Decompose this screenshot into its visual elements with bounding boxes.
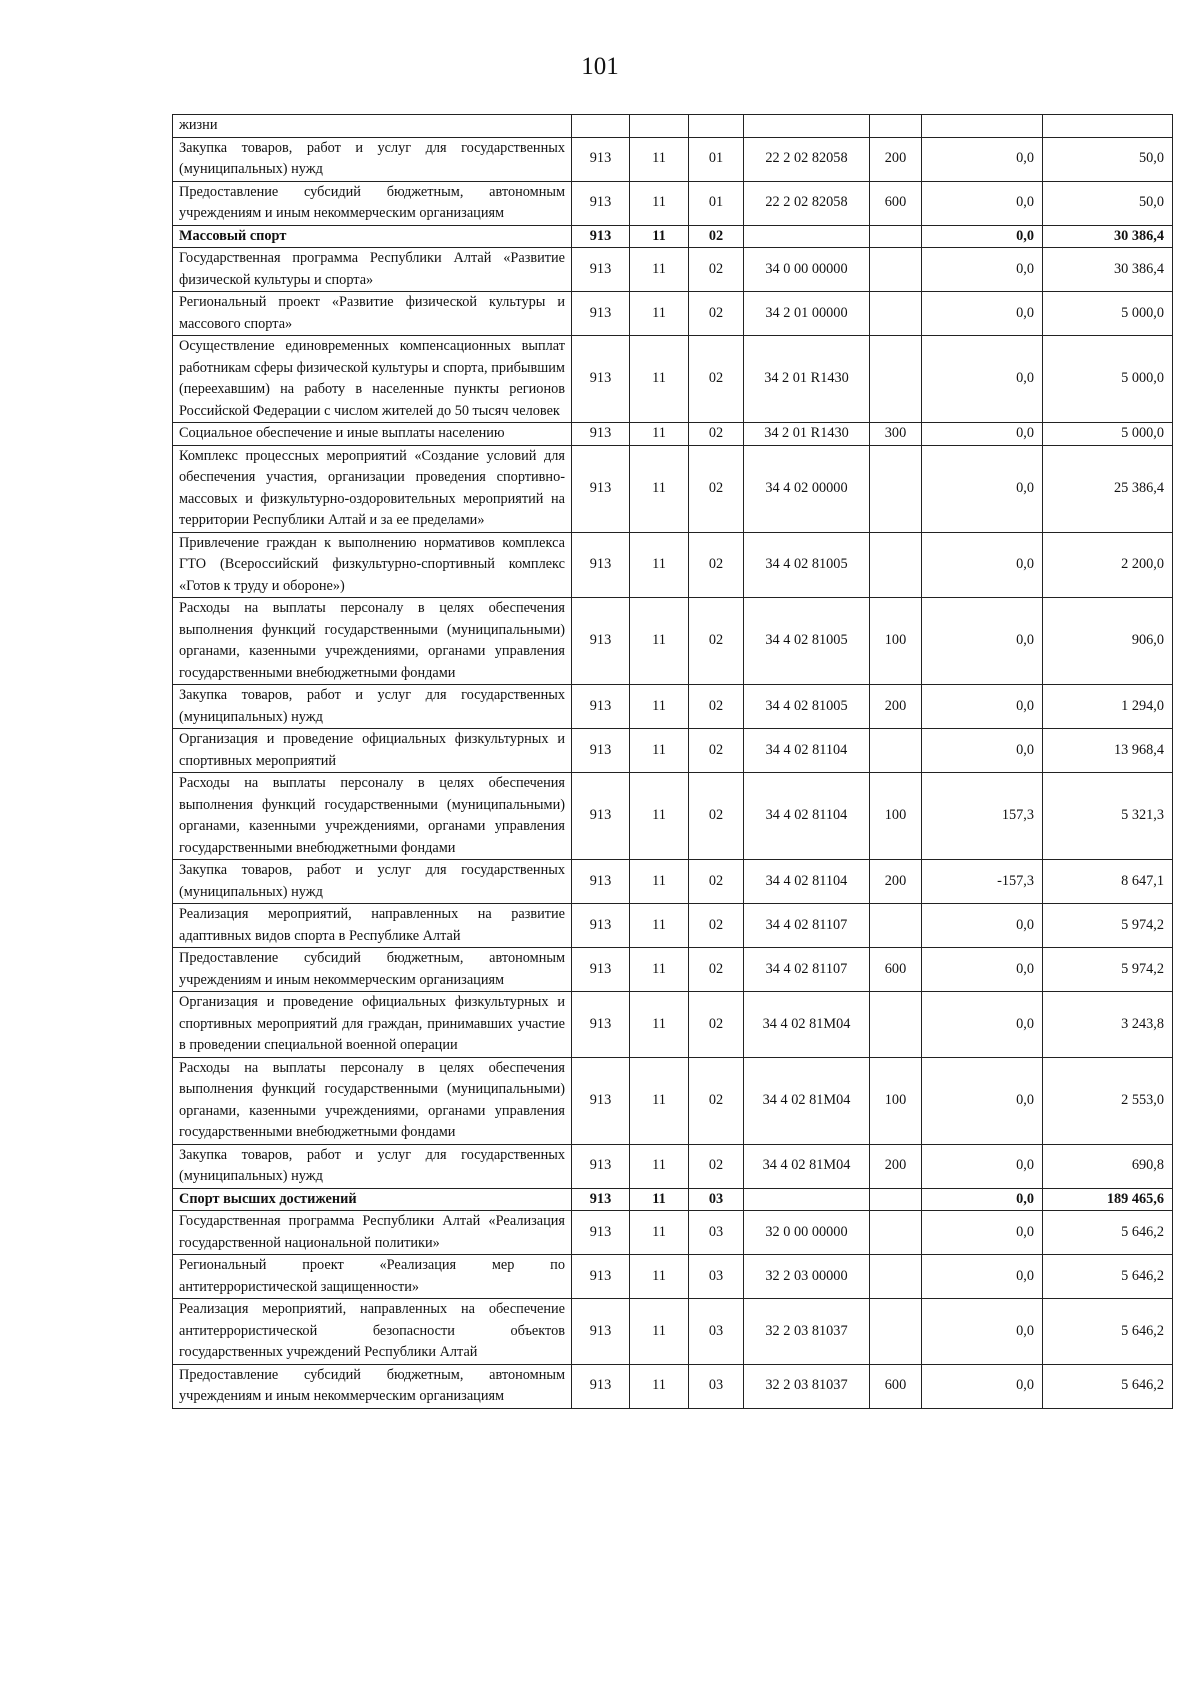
cell-amount-total: 13 968,4 <box>1043 729 1173 773</box>
cell-grbs: 913 <box>572 598 630 685</box>
cell-name: Предоставление субсидий бюджетным, автономным учреждениям и иным некоммерческим организациям <box>173 181 572 225</box>
cell-expense-type: 600 <box>870 948 922 992</box>
cell-target-article: 34 0 00 00000 <box>744 248 870 292</box>
table-row <box>173 729 1173 773</box>
cell-name: Спорт высших достижений <box>173 1188 572 1211</box>
cell-subsection: 02 <box>689 598 744 685</box>
cell-name: жизни <box>173 115 572 138</box>
cell-section: 11 <box>630 1211 689 1255</box>
cell-amount-total <box>1043 115 1173 138</box>
cell-amount-change: 157,3 <box>922 773 1043 860</box>
cell-expense-type <box>870 292 922 336</box>
cell-amount-total: 5 646,2 <box>1043 1255 1173 1299</box>
cell-name: Региональный проект «Реализация мер по антитеррористической защищенности» <box>173 1255 572 1299</box>
cell-expense-type <box>870 115 922 138</box>
cell-name: Расходы на выплаты персоналу в целях обеспечения выполнения функций государственными (муниципальными) органами, казенными учреждениями, органами управления государственными внебюджетными фондами <box>173 598 572 685</box>
cell-expense-type: 100 <box>870 1057 922 1144</box>
cell-amount-change: 0,0 <box>922 685 1043 729</box>
cell-amount-total: 30 386,4 <box>1043 225 1173 248</box>
cell-expense-type: 600 <box>870 1364 922 1408</box>
cell-target-article: 34 4 02 81005 <box>744 598 870 685</box>
cell-target-article: 34 2 01 00000 <box>744 292 870 336</box>
cell-name: Региональный проект «Развитие физической культуры и массового спорта» <box>173 292 572 336</box>
cell-amount-change: 0,0 <box>922 948 1043 992</box>
table-row <box>173 1299 1173 1365</box>
cell-name: Закупка товаров, работ и услуг для государственных (муниципальных) нужд <box>173 1144 572 1188</box>
table-row <box>173 115 1173 138</box>
table-row <box>173 948 1173 992</box>
cell-subsection: 02 <box>689 773 744 860</box>
table-row <box>173 685 1173 729</box>
cell-name: Предоставление субсидий бюджетным, автономным учреждениям и иным некоммерческим организациям <box>173 948 572 992</box>
cell-amount-total: 1 294,0 <box>1043 685 1173 729</box>
cell-target-article <box>744 225 870 248</box>
cell-amount-total: 5 974,2 <box>1043 948 1173 992</box>
cell-amount-total: 3 243,8 <box>1043 992 1173 1058</box>
cell-amount-change: 0,0 <box>922 225 1043 248</box>
cell-amount-total: 50,0 <box>1043 181 1173 225</box>
cell-expense-type <box>870 1188 922 1211</box>
cell-section: 11 <box>630 137 689 181</box>
page-number: 101 <box>581 53 619 80</box>
cell-section: 11 <box>630 685 689 729</box>
cell-target-article: 32 2 03 81037 <box>744 1364 870 1408</box>
cell-subsection: 02 <box>689 729 744 773</box>
cell-grbs: 913 <box>572 1299 630 1365</box>
cell-amount-total: 690,8 <box>1043 1144 1173 1188</box>
cell-target-article: 34 4 02 81005 <box>744 532 870 598</box>
cell-section: 11 <box>630 292 689 336</box>
cell-amount-change: 0,0 <box>922 992 1043 1058</box>
cell-grbs: 913 <box>572 292 630 336</box>
table-row <box>173 992 1173 1058</box>
cell-amount-change: 0,0 <box>922 1188 1043 1211</box>
cell-expense-type <box>870 445 922 532</box>
table-row <box>173 532 1173 598</box>
cell-section: 11 <box>630 225 689 248</box>
cell-section: 11 <box>630 1255 689 1299</box>
cell-subsection: 02 <box>689 532 744 598</box>
cell-expense-type <box>870 992 922 1058</box>
cell-amount-change: 0,0 <box>922 423 1043 446</box>
cell-target-article: 34 4 02 00000 <box>744 445 870 532</box>
cell-name: Закупка товаров, работ и услуг для государственных (муниципальных) нужд <box>173 685 572 729</box>
cell-amount-total: 50,0 <box>1043 137 1173 181</box>
cell-amount-change: 0,0 <box>922 1364 1043 1408</box>
cell-subsection: 01 <box>689 137 744 181</box>
cell-grbs: 913 <box>572 729 630 773</box>
cell-grbs: 913 <box>572 336 630 423</box>
cell-subsection: 02 <box>689 1057 744 1144</box>
table-row <box>173 292 1173 336</box>
cell-section: 11 <box>630 598 689 685</box>
table-row <box>173 860 1173 904</box>
table-row <box>173 1255 1173 1299</box>
cell-target-article: 34 4 02 81М04 <box>744 992 870 1058</box>
cell-name: Расходы на выплаты персоналу в целях обеспечения выполнения функций государственными (муниципальными) органами, казенными учреждениями, органами управления государственными внебюджетными фондами <box>173 773 572 860</box>
table-row <box>173 181 1173 225</box>
cell-subsection: 03 <box>689 1364 744 1408</box>
cell-name: Предоставление субсидий бюджетным, автономным учреждениям и иным некоммерческим организациям <box>173 1364 572 1408</box>
cell-section: 11 <box>630 992 689 1058</box>
cell-subsection: 02 <box>689 992 744 1058</box>
cell-section: 11 <box>630 423 689 446</box>
cell-amount-total: 5 646,2 <box>1043 1299 1173 1365</box>
budget-table-body <box>173 115 1173 1409</box>
cell-amount-total: 5 646,2 <box>1043 1364 1173 1408</box>
cell-expense-type <box>870 729 922 773</box>
cell-amount-total: 189 465,6 <box>1043 1188 1173 1211</box>
cell-subsection: 02 <box>689 423 744 446</box>
cell-amount-change: 0,0 <box>922 445 1043 532</box>
cell-name: Закупка товаров, работ и услуг для государственных (муниципальных) нужд <box>173 137 572 181</box>
cell-grbs: 913 <box>572 1255 630 1299</box>
cell-target-article: 34 2 01 R1430 <box>744 423 870 446</box>
cell-expense-type <box>870 336 922 423</box>
cell-target-article: 34 4 02 81104 <box>744 860 870 904</box>
cell-grbs: 913 <box>572 992 630 1058</box>
cell-amount-change: -157,3 <box>922 860 1043 904</box>
cell-target-article: 32 2 03 00000 <box>744 1255 870 1299</box>
cell-amount-total: 5 000,0 <box>1043 336 1173 423</box>
cell-expense-type <box>870 1299 922 1365</box>
cell-subsection: 02 <box>689 860 744 904</box>
table-row <box>173 137 1173 181</box>
cell-subsection: 02 <box>689 904 744 948</box>
cell-target-article: 34 4 02 81104 <box>744 729 870 773</box>
cell-subsection <box>689 115 744 138</box>
table-row <box>173 248 1173 292</box>
cell-grbs: 913 <box>572 445 630 532</box>
cell-target-article: 34 4 02 81107 <box>744 904 870 948</box>
cell-target-article: 34 4 02 81М04 <box>744 1057 870 1144</box>
cell-grbs: 913 <box>572 1364 630 1408</box>
cell-section: 11 <box>630 773 689 860</box>
cell-grbs <box>572 115 630 138</box>
cell-amount-change: 0,0 <box>922 1144 1043 1188</box>
cell-amount-change: 0,0 <box>922 729 1043 773</box>
cell-section: 11 <box>630 948 689 992</box>
cell-expense-type <box>870 1211 922 1255</box>
cell-amount-change: 0,0 <box>922 532 1043 598</box>
cell-amount-change: 0,0 <box>922 1057 1043 1144</box>
cell-section: 11 <box>630 181 689 225</box>
table-row <box>173 1057 1173 1144</box>
cell-amount-change: 0,0 <box>922 904 1043 948</box>
section-row <box>173 225 1173 248</box>
cell-expense-type: 200 <box>870 860 922 904</box>
table-row <box>173 1364 1173 1408</box>
cell-subsection: 03 <box>689 1211 744 1255</box>
cell-section: 11 <box>630 1299 689 1365</box>
table-row <box>173 1211 1173 1255</box>
cell-grbs: 913 <box>572 1057 630 1144</box>
cell-grbs: 913 <box>572 248 630 292</box>
cell-expense-type <box>870 532 922 598</box>
cell-amount-change: 0,0 <box>922 181 1043 225</box>
cell-section <box>630 115 689 138</box>
cell-section: 11 <box>630 1188 689 1211</box>
cell-subsection: 02 <box>689 292 744 336</box>
cell-expense-type: 600 <box>870 181 922 225</box>
cell-name: Реализация мероприятий, направленных на обеспечение антитеррористической безопасности объектов государственных учреждений Республики Алтай <box>173 1299 572 1365</box>
cell-name: Привлечение граждан к выполнению нормативов комплекса ГТО (Всероссийский физкультурно-спортивный комплекс «Готов к труду и обороне») <box>173 532 572 598</box>
cell-subsection: 02 <box>689 248 744 292</box>
cell-grbs: 913 <box>572 1211 630 1255</box>
cell-expense-type: 100 <box>870 773 922 860</box>
cell-amount-total: 5 646,2 <box>1043 1211 1173 1255</box>
cell-subsection: 02 <box>689 336 744 423</box>
cell-name: Реализация мероприятий, направленных на развитие адаптивных видов спорта в Республике Алтай <box>173 904 572 948</box>
cell-grbs: 913 <box>572 1144 630 1188</box>
table-row <box>173 773 1173 860</box>
cell-subsection: 03 <box>689 1299 744 1365</box>
cell-section: 11 <box>630 860 689 904</box>
cell-subsection: 03 <box>689 1255 744 1299</box>
cell-grbs: 913 <box>572 225 630 248</box>
cell-target-article: 22 2 02 82058 <box>744 137 870 181</box>
cell-name: Расходы на выплаты персоналу в целях обеспечения выполнения функций государственными (муниципальными) органами, казенными учреждениями, органами управления государственными внебюджетными фондами <box>173 1057 572 1144</box>
cell-subsection: 02 <box>689 445 744 532</box>
cell-name: Социальное обеспечение и иные выплаты населению <box>173 423 572 446</box>
cell-name: Организация и проведение официальных физкультурных и спортивных мероприятий <box>173 729 572 773</box>
cell-amount-change: 0,0 <box>922 137 1043 181</box>
cell-name: Осуществление единовременных компенсационных выплат работникам сферы физической культуры и спорта, прибывшим (переехавшим) на работу в населенные пункты регионов Российской Федерации с числом жителей до 50 тысяч человек <box>173 336 572 423</box>
cell-section: 11 <box>630 445 689 532</box>
cell-name: Массовый спорт <box>173 225 572 248</box>
cell-amount-total: 8 647,1 <box>1043 860 1173 904</box>
cell-expense-type <box>870 1255 922 1299</box>
cell-amount-total: 906,0 <box>1043 598 1173 685</box>
cell-expense-type: 300 <box>870 423 922 446</box>
cell-grbs: 913 <box>572 532 630 598</box>
cell-amount-change: 0,0 <box>922 598 1043 685</box>
cell-amount-total: 5 321,3 <box>1043 773 1173 860</box>
table-row <box>173 336 1173 423</box>
cell-amount-change: 0,0 <box>922 292 1043 336</box>
cell-section: 11 <box>630 532 689 598</box>
cell-target-article: 34 4 02 81005 <box>744 685 870 729</box>
cell-subsection: 01 <box>689 181 744 225</box>
cell-subsection: 02 <box>689 1144 744 1188</box>
cell-amount-total: 30 386,4 <box>1043 248 1173 292</box>
cell-grbs: 913 <box>572 860 630 904</box>
table-row <box>173 904 1173 948</box>
cell-amount-change: 0,0 <box>922 336 1043 423</box>
cell-amount-total: 5 974,2 <box>1043 904 1173 948</box>
cell-amount-change: 0,0 <box>922 248 1043 292</box>
cell-subsection: 02 <box>689 948 744 992</box>
cell-amount-change: 0,0 <box>922 1211 1043 1255</box>
cell-target-article: 34 4 02 81104 <box>744 773 870 860</box>
cell-target-article: 32 2 03 81037 <box>744 1299 870 1365</box>
cell-expense-type: 200 <box>870 685 922 729</box>
cell-grbs: 913 <box>572 1188 630 1211</box>
cell-amount-change: 0,0 <box>922 1255 1043 1299</box>
cell-grbs: 913 <box>572 181 630 225</box>
table-row <box>173 598 1173 685</box>
cell-target-article: 34 4 02 81107 <box>744 948 870 992</box>
cell-name: Государственная программа Республики Алтай «Развитие физической культуры и спорта» <box>173 248 572 292</box>
cell-name: Государственная программа Республики Алтай «Реализация государственной национальной политики» <box>173 1211 572 1255</box>
cell-grbs: 913 <box>572 137 630 181</box>
cell-target-article: 32 0 00 00000 <box>744 1211 870 1255</box>
cell-expense-type: 200 <box>870 1144 922 1188</box>
cell-expense-type: 100 <box>870 598 922 685</box>
cell-amount-total: 25 386,4 <box>1043 445 1173 532</box>
cell-expense-type <box>870 904 922 948</box>
cell-expense-type <box>870 225 922 248</box>
cell-target-article <box>744 115 870 138</box>
cell-section: 11 <box>630 729 689 773</box>
cell-grbs: 913 <box>572 948 630 992</box>
cell-section: 11 <box>630 1057 689 1144</box>
cell-amount-total: 5 000,0 <box>1043 292 1173 336</box>
cell-target-article: 34 4 02 81М04 <box>744 1144 870 1188</box>
cell-section: 11 <box>630 904 689 948</box>
cell-subsection: 02 <box>689 225 744 248</box>
cell-grbs: 913 <box>572 904 630 948</box>
cell-grbs: 913 <box>572 773 630 860</box>
cell-amount-total: 2 200,0 <box>1043 532 1173 598</box>
cell-target-article: 34 2 01 R1430 <box>744 336 870 423</box>
cell-amount-change: 0,0 <box>922 1299 1043 1365</box>
budget-table <box>172 114 1173 1409</box>
cell-expense-type: 200 <box>870 137 922 181</box>
table-row <box>173 445 1173 532</box>
cell-section: 11 <box>630 1144 689 1188</box>
cell-name: Комплекс процессных мероприятий «Создание условий для обеспечения участия, организации проведения спортивно-массовых и физкультурно-оздоровительных мероприятий на территории Республики Алтай и за ее пределами» <box>173 445 572 532</box>
cell-name: Организация и проведение официальных физкультурных и спортивных мероприятий для граждан, принимавших участие в проведении специальной военной операции <box>173 992 572 1058</box>
cell-amount-total: 5 000,0 <box>1043 423 1173 446</box>
cell-target-article: 22 2 02 82058 <box>744 181 870 225</box>
cell-grbs: 913 <box>572 423 630 446</box>
cell-expense-type <box>870 248 922 292</box>
cell-amount-change <box>922 115 1043 138</box>
cell-target-article <box>744 1188 870 1211</box>
cell-section: 11 <box>630 248 689 292</box>
cell-subsection: 02 <box>689 685 744 729</box>
cell-amount-total: 2 553,0 <box>1043 1057 1173 1144</box>
cell-section: 11 <box>630 1364 689 1408</box>
cell-name: Закупка товаров, работ и услуг для государственных (муниципальных) нужд <box>173 860 572 904</box>
cell-section: 11 <box>630 336 689 423</box>
cell-grbs: 913 <box>572 685 630 729</box>
section-row <box>173 1188 1173 1211</box>
table-row <box>173 1144 1173 1188</box>
table-row <box>173 423 1173 446</box>
cell-subsection: 03 <box>689 1188 744 1211</box>
